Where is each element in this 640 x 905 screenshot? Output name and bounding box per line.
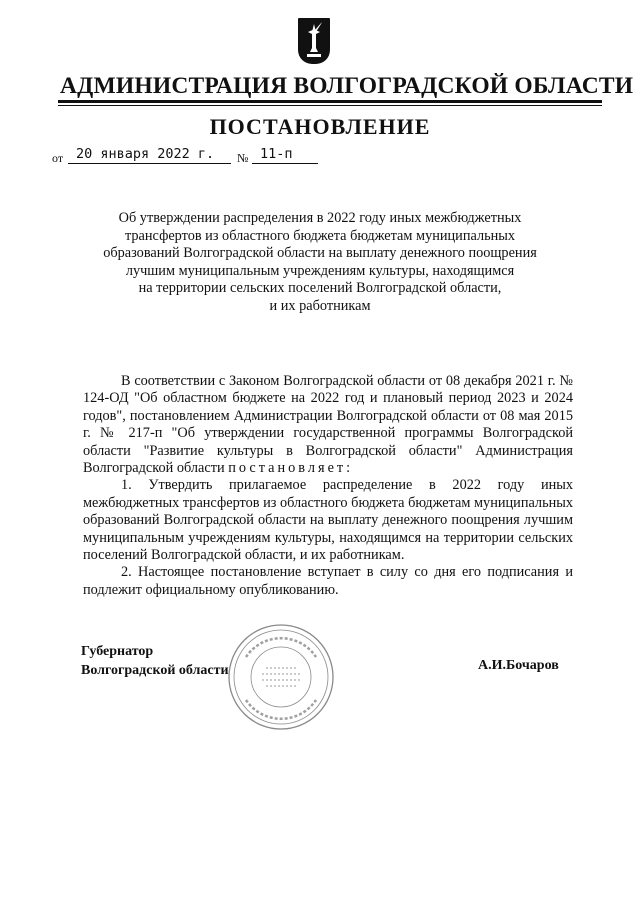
- header-rule-thin: [58, 105, 602, 106]
- decree-word: постановляет:: [228, 460, 354, 477]
- signatory-title-line: Волгоградской области: [81, 663, 229, 678]
- date-label: от: [52, 151, 64, 165]
- signatory-name: А.И.Бочаров: [478, 658, 559, 673]
- number-label: №: [237, 151, 249, 165]
- date-number-line: [52, 146, 352, 166]
- signatory-title: [81, 642, 229, 680]
- subject-line: лучшим муниципальным учреждениям культуры, находящимся: [125, 262, 515, 279]
- document-subject: [90, 210, 550, 315]
- official-stamp-icon: [226, 622, 336, 732]
- item-1-paragraph: 1. Утвердить прилагаемое распределение в 2022 году иных межбюджетных трансфертов из областного бюджета бюджетам муниципальных образований Волгоградской области на выплату денежного поощрения лучшим муниципальным учреждениям культуры, находящимся на территории сельских поселений Волгоградской области, и их работникам.: [83, 477, 573, 564]
- document-type-title: ПОСТАНОВЛЕНИЕ: [209, 114, 431, 139]
- emblem-icon: [298, 18, 330, 64]
- subject-line: и их работникам: [269, 297, 371, 314]
- signatory-title-line: Губернатор: [81, 644, 154, 659]
- number-value: 11-п: [252, 146, 318, 164]
- subject-line: на территории сельских поселений Волгоградской области,: [138, 280, 502, 296]
- organization-name: АДМИНИСТРАЦИЯ ВОЛГОГРАДСКОЙ ОБЛАСТИ: [60, 73, 634, 99]
- subject-line: трансфертов из областного бюджета бюджетам муниципальных: [124, 227, 516, 244]
- subject-line: Об утверждении распределения в 2022 году иных межбюджетных: [118, 210, 522, 226]
- date-value: 20 января 2022 г.: [68, 146, 231, 164]
- item-2-paragraph: 2. Настоящее постановление вступает в силу со дня его подписания и подлежит официальному опубликованию.: [83, 564, 573, 598]
- subject-line: образований Волгоградской области на выплату денежного поощрения: [103, 245, 537, 261]
- header-rule-thick: [58, 100, 602, 103]
- preamble-text: В соответствии с Законом Волгоградской области от 08 декабря 2021 г. № 124-ОД "Об областном бюджете на 2022 год и плановый период 2023 и 2024 годов", постановлением Администрации Волгоградской области от 08 мая 2015 г. № 217-п "Об утверждении государственной программы Волгоградской области "Развитие культуры в Волгоградской области" Администрация Волгоградской области: [83, 373, 573, 477]
- document-body: [83, 373, 573, 599]
- preamble-paragraph: [83, 373, 573, 477]
